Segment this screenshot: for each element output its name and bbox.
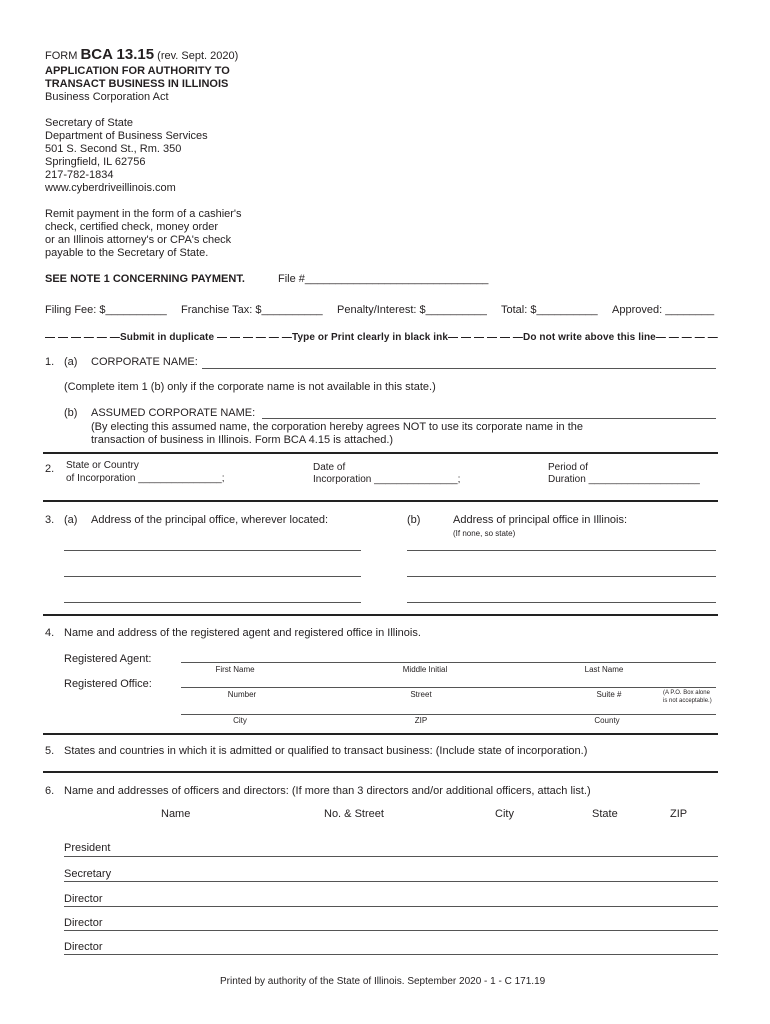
officer-row-president[interactable] — [64, 842, 718, 857]
office-line5: 217-782-1834 — [45, 169, 114, 181]
item1-complete-note: (Complete item 1 (b) only if the corporate name is not available in this state.) — [64, 381, 436, 393]
states-countries-label: States and countries in which it is admitted or qualified to transact business: (Include state of incorporation.) — [64, 745, 588, 757]
section-divider-5 — [43, 771, 718, 773]
officer-row-label-secretary: Secretary — [64, 868, 112, 880]
registered-agent-input[interactable] — [181, 651, 716, 663]
column-header-name: Name — [161, 808, 191, 820]
penalty-interest-field[interactable]: Penalty/Interest: $__________ — [337, 304, 487, 316]
form-prefix: FORM — [45, 50, 78, 62]
illinois-office-line-2[interactable] — [407, 566, 716, 577]
assumed-note-line1: (By electing this assumed name, the corporation hereby agrees NOT to use its corporate name in the — [91, 421, 583, 433]
period-of-duration-label: Period of — [548, 462, 589, 473]
item1-a: (a) — [64, 356, 78, 368]
illinois-office-line-3[interactable] — [407, 592, 716, 603]
form-act: Business Corporation Act — [45, 91, 169, 103]
payment-note: SEE NOTE 1 CONCERNING PAYMENT. — [45, 273, 245, 285]
column-header-city: City — [495, 808, 514, 820]
principal-office-line-3[interactable] — [64, 592, 361, 603]
illinois-office-label: Address of principal office in Illinois: — [453, 514, 628, 526]
first-name-caption: First Name — [215, 665, 255, 674]
franchise-tax-field[interactable]: Franchise Tax: $__________ — [181, 304, 323, 316]
item1-number: 1. — [45, 356, 55, 368]
registered-office-street-input[interactable] — [181, 676, 716, 688]
registered-agent-label: Registered Agent: — [64, 653, 152, 665]
item3-a: (a) — [64, 514, 78, 526]
item4-number: 4. — [45, 627, 55, 639]
form-revision: (rev. Sept. 2020) — [157, 50, 239, 62]
period-of-duration-field[interactable]: Duration ____________________ — [548, 474, 700, 485]
remit-line2: check, certified check, money order — [45, 221, 219, 233]
registered-agent-section-label: Name and address of the registered agent and registered office in Illinois. — [64, 627, 421, 639]
instruction-bar: — — — — — —Submit in duplicate — — — — — —Type or Print clearly in black ink— — — — — —Do not write above this line— — — — — — [45, 332, 718, 343]
item2-number: 2. — [45, 463, 55, 475]
last-name-caption: Last Name — [584, 665, 624, 674]
county-caption: County — [594, 716, 620, 725]
state-of-incorporation-field[interactable]: of Incorporation _______________; — [66, 473, 225, 484]
date-of-incorporation-label: Date of — [313, 462, 346, 473]
officers-directors-label: Name and addresses of officers and directors: (If more than 3 directors and/or additional officers, attach list.) — [64, 785, 591, 797]
officer-row-label-director-2: Director — [64, 917, 103, 929]
officer-row-secretary[interactable] — [64, 868, 718, 882]
officer-row-director-2[interactable] — [64, 917, 718, 931]
item3-number: 3. — [45, 514, 55, 526]
officer-row-label-director-3: Director — [64, 941, 103, 953]
street-caption: Street — [410, 690, 432, 699]
section-divider-3 — [43, 614, 718, 616]
registered-office-label: Registered Office: — [64, 678, 152, 690]
office-line4: Springfield, IL 62756 — [45, 156, 146, 168]
form-title-line2: TRANSACT BUSINESS IN ILLINOIS — [45, 78, 229, 90]
corporate-name-input[interactable] — [202, 356, 716, 369]
assumed-note-line2: transaction of business in Illinois. Form BCA 4.15 is attached.) — [91, 434, 394, 446]
file-number-field[interactable]: File #______________________________ — [278, 273, 489, 285]
remit-line1: Remit payment in the form of a cashier's — [45, 208, 242, 220]
item1-b: (b) — [64, 407, 78, 419]
date-of-incorporation-field[interactable]: Incorporation _______________; — [313, 474, 461, 485]
section-divider-2 — [43, 500, 718, 502]
zip-caption: ZIP — [414, 716, 428, 725]
principal-office-line-2[interactable] — [64, 566, 361, 577]
middle-initial-caption: Middle Initial — [402, 665, 448, 674]
number-caption: Number — [227, 690, 257, 699]
officer-row-director-3[interactable] — [64, 941, 718, 955]
office-line2: Department of Business Services — [45, 130, 208, 142]
illinois-office-note: (If none, so state) — [453, 529, 516, 538]
illinois-office-line-1[interactable] — [407, 540, 716, 551]
suite-caption: Suite # — [596, 690, 622, 699]
item6-number: 6. — [45, 785, 55, 797]
assumed-name-input[interactable] — [262, 407, 716, 419]
form-number: BCA 13.15 — [80, 46, 155, 63]
city-caption: City — [233, 716, 247, 725]
officer-row-director-1[interactable] — [64, 893, 718, 907]
column-header-state: State — [592, 808, 618, 820]
item3-b: (b) — [407, 514, 421, 526]
registered-office-city-input[interactable] — [181, 703, 716, 715]
assumed-name-label: ASSUMED CORPORATE NAME: — [91, 407, 256, 419]
principal-office-label: Address of the principal office, wherever located: — [91, 514, 329, 526]
po-box-note-line2: is not acceptable.) — [663, 698, 712, 704]
remit-line3: or an Illinois attorney's or CPA's check — [45, 234, 232, 246]
office-line6: www.cyberdriveillinois.com — [45, 182, 176, 194]
column-header-zip: ZIP — [670, 808, 688, 820]
principal-office-line-1[interactable] — [64, 540, 361, 551]
form-title-line1: APPLICATION FOR AUTHORITY TO — [45, 65, 230, 77]
form-header — [45, 47, 238, 64]
column-header-street: No. & Street — [324, 808, 384, 820]
filing-fee-field[interactable]: Filing Fee: $__________ — [45, 304, 167, 316]
total-field[interactable]: Total: $__________ — [501, 304, 598, 316]
section-divider-4 — [43, 733, 718, 735]
footer-authority: Printed by authority of the State of Illinois. September 2020 - 1 - C 171.19 — [220, 976, 546, 987]
item5-number: 5. — [45, 745, 55, 757]
officer-row-label-director-1: Director — [64, 893, 103, 905]
remit-line4: payable to the Secretary of State. — [45, 247, 209, 259]
state-of-incorporation-label: State or Country — [66, 460, 139, 471]
approved-field[interactable]: Approved: ________ — [612, 304, 715, 316]
office-line1: Secretary of State — [45, 117, 134, 129]
office-line3: 501 S. Second St., Rm. 350 — [45, 143, 182, 155]
corporate-name-label: CORPORATE NAME: — [91, 356, 198, 368]
section-divider-1 — [43, 452, 718, 454]
officer-row-label-president: President — [64, 842, 111, 854]
po-box-note-line1: (A P.O. Box alone — [663, 690, 710, 696]
